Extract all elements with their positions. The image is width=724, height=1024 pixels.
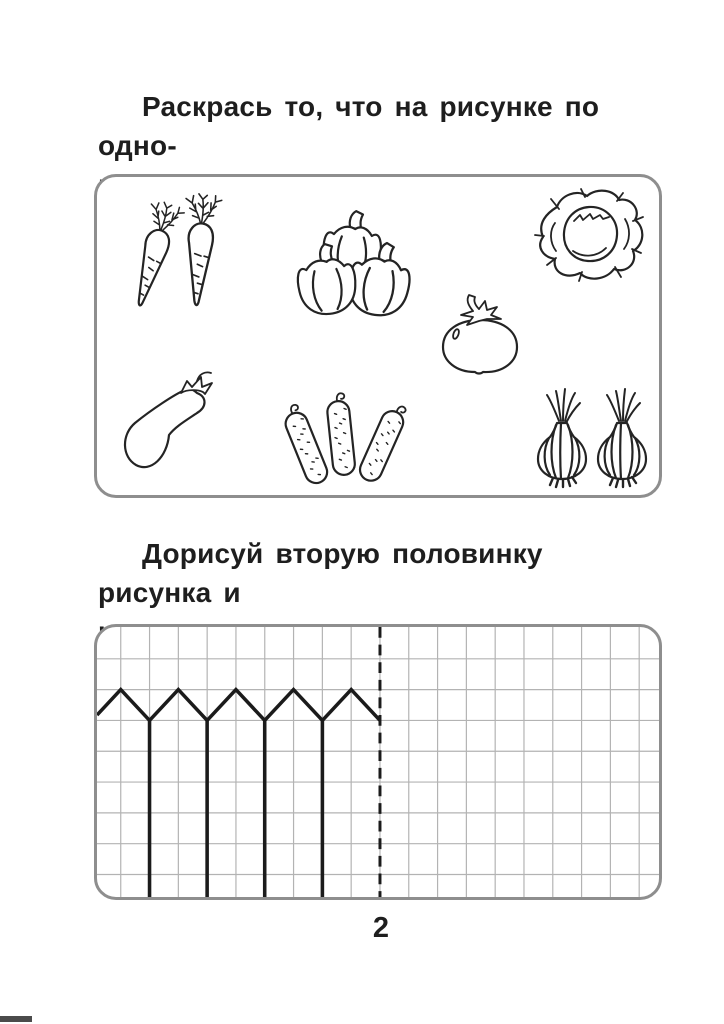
tomato-drawing <box>435 291 525 383</box>
peppers-drawing <box>293 209 415 329</box>
task2-instruction-line1: Дорисуй вторую половинку рисунка и <box>98 538 543 608</box>
scan-artifact-bar <box>0 1016 32 1022</box>
grid-zigzag-pattern <box>97 627 659 897</box>
vegetables-picture-box <box>94 174 662 498</box>
mirror-pattern-box <box>94 624 662 900</box>
page-number: 2 <box>372 912 390 944</box>
carrots-drawing <box>125 193 229 335</box>
cabbage-drawing <box>529 185 651 287</box>
task1-instruction-line1: Раскрась то, что на рисунке по одно- <box>98 91 600 161</box>
eggplant-drawing <box>117 369 217 481</box>
onions-drawing <box>533 383 651 489</box>
cucumbers-drawing <box>281 383 409 487</box>
